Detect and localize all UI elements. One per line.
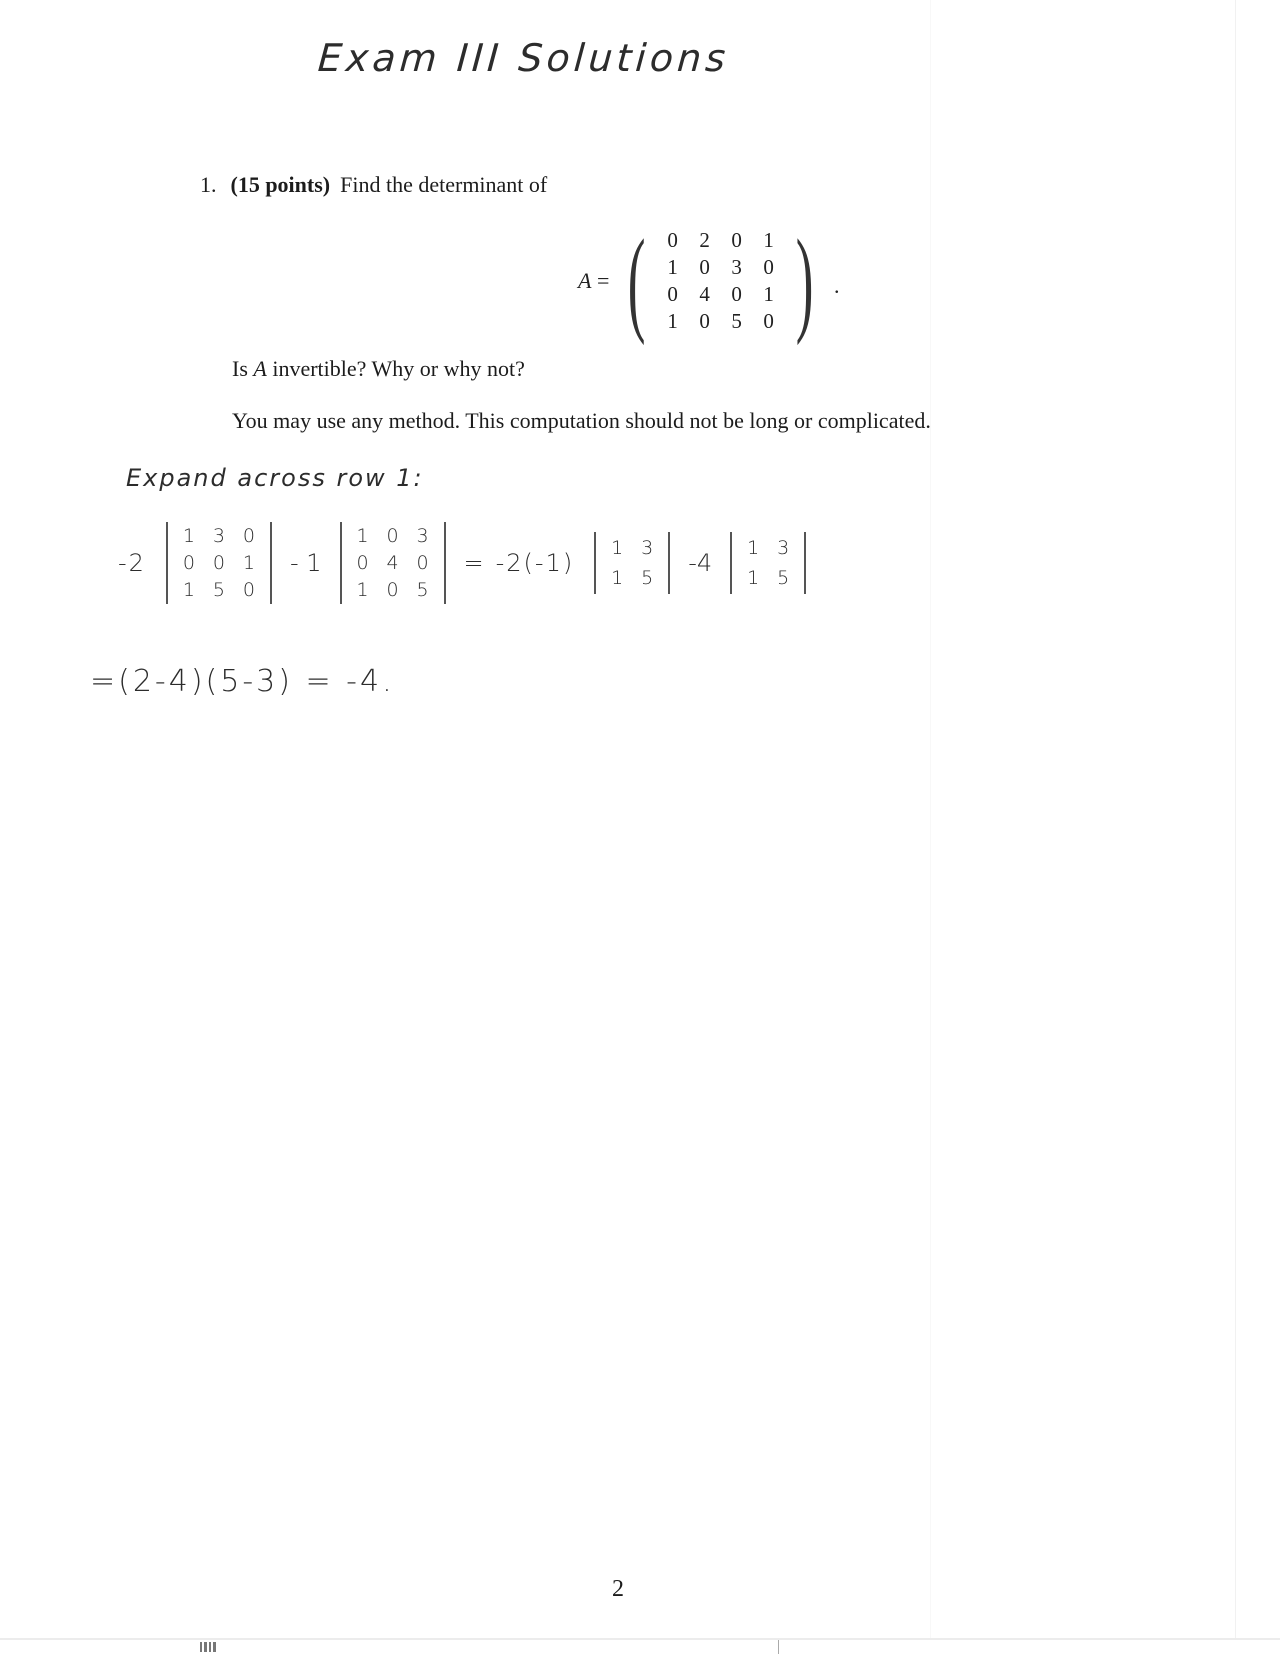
- det-cell: 0: [242, 578, 255, 601]
- matrix-cell: 0: [731, 228, 742, 252]
- matrix-cell: 5: [731, 309, 742, 333]
- term3-coefficient: -2(-1): [495, 549, 575, 577]
- invertibility-question: Is A invertible? Why or why not?: [232, 356, 525, 381]
- minor-determinant-4: [724, 532, 812, 594]
- det-bar: [340, 522, 342, 604]
- matrix-cell: 1: [763, 228, 774, 252]
- det-cell: 3: [641, 537, 654, 559]
- matrix-cell: 3: [731, 255, 742, 279]
- det-cell: 0: [182, 551, 195, 574]
- matrix-cell: 4: [699, 282, 710, 306]
- page-number: 2: [612, 1576, 624, 1602]
- scan-edge-line: [1235, 0, 1236, 1640]
- det-cell: 0: [416, 551, 429, 574]
- det-cell: 1: [747, 537, 760, 559]
- term1-coefficient: -2: [118, 549, 146, 577]
- page-title: Exam III Solutions: [316, 36, 731, 80]
- scan-barcode-mark: [200, 1642, 216, 1652]
- det-cell: 0: [212, 551, 225, 574]
- det-cell: 1: [611, 537, 624, 559]
- det-bar: [444, 522, 446, 604]
- det-cell: 1: [611, 567, 624, 589]
- matrix-cell: 0: [667, 228, 678, 252]
- solution-intro: Expand across row 1:: [126, 464, 424, 492]
- matrix-cell: 0: [731, 282, 742, 306]
- minor-determinant-1: [160, 522, 278, 604]
- det-cell: 3: [416, 524, 429, 547]
- scan-shadow-line: [930, 0, 931, 1640]
- scan-tick-mark: [778, 1640, 779, 1654]
- matrix-cell: 0: [667, 282, 678, 306]
- minor-determinant-3: [588, 532, 676, 594]
- matrix-cell: 0: [763, 255, 774, 279]
- final-result: =(2-4)(5-3) = -4.: [90, 664, 395, 699]
- det-cell: 3: [212, 524, 225, 547]
- det-cell: 5: [212, 578, 225, 601]
- det-bar: [270, 522, 272, 604]
- problem-number: 1.: [200, 172, 217, 197]
- det-cell: 1: [747, 567, 760, 589]
- matrix-grid: [657, 227, 785, 335]
- matrix-cell: 0: [763, 309, 774, 333]
- det-bar: [730, 532, 732, 594]
- det-bar: [804, 532, 806, 594]
- matrix-cell: 1: [763, 282, 774, 306]
- det-bar: [166, 522, 168, 604]
- matrix-cell: 0: [699, 309, 710, 333]
- left-paren: (: [628, 215, 646, 346]
- matrix-cell: 1: [667, 255, 678, 279]
- matrix-cell: 0: [699, 255, 710, 279]
- det-cell: 1: [182, 578, 195, 601]
- det-bar: [594, 532, 596, 594]
- problem-points: (15 points): [230, 172, 331, 197]
- det-cell: 4: [386, 551, 399, 574]
- det-cell: 0: [386, 524, 399, 547]
- cofactor-expansion: [118, 518, 812, 608]
- matrix-a: [578, 215, 840, 346]
- det-cell: 5: [777, 567, 790, 589]
- scan-bottom-edge: [0, 1638, 1280, 1640]
- matrix-period: .: [833, 273, 840, 298]
- det-cell: 1: [356, 524, 369, 547]
- problem-statement: [200, 172, 547, 198]
- matrix-cell: 1: [667, 309, 678, 333]
- right-paren: ): [795, 215, 814, 346]
- det-cell: 0: [386, 578, 399, 601]
- problem-prompt: Find the determinant of: [340, 172, 548, 197]
- minor-determinant-2: [334, 522, 452, 604]
- det-cell: 0: [356, 551, 369, 574]
- det-cell: 5: [641, 567, 654, 589]
- det-cell: 0: [242, 524, 255, 547]
- det-cell: 1: [242, 551, 255, 574]
- matrix-cell: 2: [699, 228, 710, 252]
- instructions: You may use any method. This computation should not be long or complicated.: [232, 408, 931, 433]
- matrix-label: A =: [578, 268, 610, 293]
- term2-operator: - 1: [289, 549, 322, 577]
- det-cell: 1: [356, 578, 369, 601]
- det-cell: 5: [416, 578, 429, 601]
- det-bar: [668, 532, 670, 594]
- det-cell: 1: [182, 524, 195, 547]
- equals-sign: =: [463, 549, 484, 577]
- term4-coefficient: -4: [688, 549, 713, 577]
- det-cell: 3: [777, 537, 790, 559]
